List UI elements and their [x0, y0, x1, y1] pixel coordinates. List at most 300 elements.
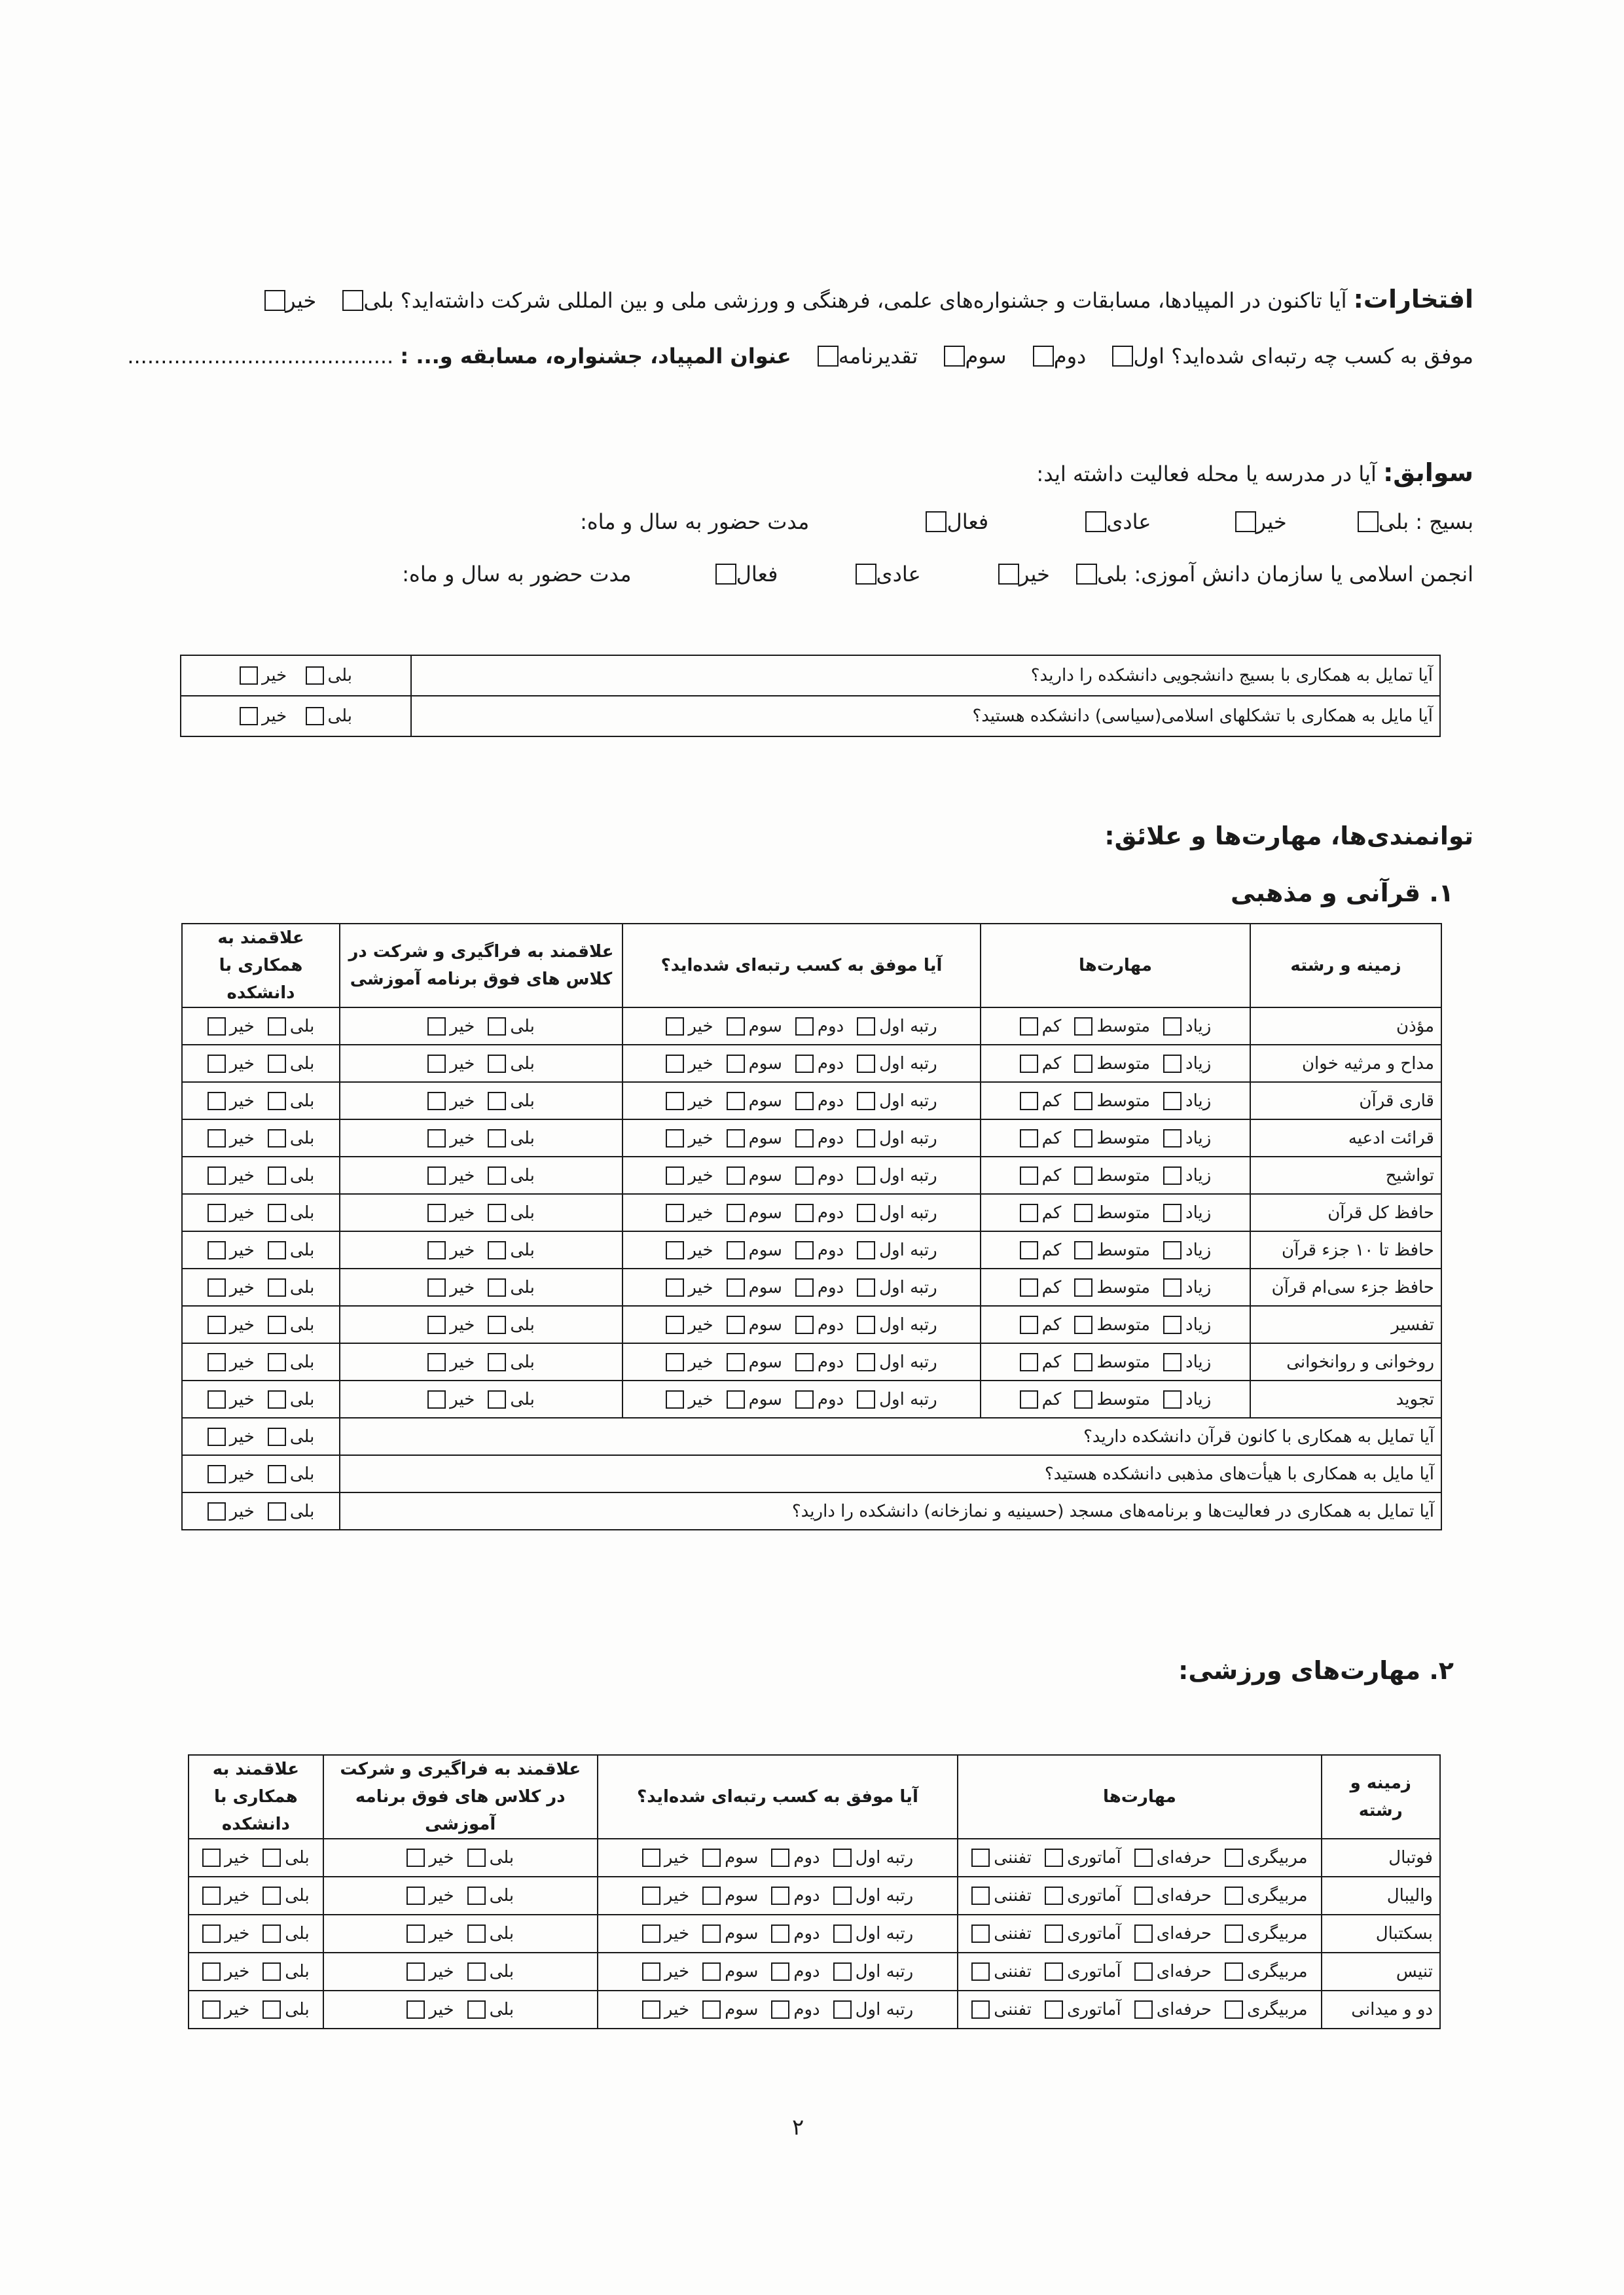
yes-checkbox[interactable] — [268, 1465, 286, 1483]
class-interest-options — [340, 1269, 623, 1306]
rank-2-checkbox[interactable] — [702, 1887, 721, 1905]
yes-checkbox[interactable] — [306, 707, 324, 725]
level-3-checkbox[interactable] — [971, 1925, 990, 1943]
rank-2-checkbox[interactable] — [702, 1849, 721, 1867]
level-1-checkbox[interactable] — [1074, 1166, 1092, 1185]
rank-0-checkbox[interactable] — [857, 1390, 875, 1409]
level-1-checkbox[interactable] — [1074, 1129, 1092, 1148]
honors-no-checkbox[interactable] — [264, 290, 285, 311]
no-checkbox[interactable] — [208, 1055, 226, 1073]
rank-1-checkbox[interactable] — [795, 1017, 814, 1036]
yes-checkbox[interactable] — [488, 1241, 506, 1259]
yes-checkbox[interactable] — [467, 1887, 486, 1905]
yes-checkbox[interactable] — [488, 1278, 506, 1297]
rank-1-checkbox[interactable] — [795, 1390, 814, 1409]
table-row — [189, 1877, 1440, 1915]
rank-2-label: سوم — [748, 1053, 782, 1074]
rank-1-label: دوم — [817, 1165, 844, 1185]
yes-checkbox[interactable] — [488, 1166, 506, 1185]
no-checkbox[interactable] — [208, 1166, 226, 1185]
no-label: خیر — [450, 1314, 475, 1335]
rank-2-checkbox[interactable] — [727, 1278, 745, 1297]
level-2-checkbox[interactable] — [1045, 1962, 1063, 1981]
level-1-checkbox[interactable] — [1134, 1887, 1153, 1905]
level-0-checkbox[interactable] — [1225, 1925, 1243, 1943]
rank-3-checkbox[interactable] — [666, 1241, 684, 1259]
anjoman-label: انجمن اسلامی یا سازمان دانش آموزی: — [1134, 562, 1473, 587]
table-row — [182, 1007, 1441, 1045]
level-2-label: کم — [1041, 1352, 1062, 1372]
yes-checkbox[interactable] — [488, 1055, 506, 1073]
yes-checkbox[interactable] — [467, 1849, 486, 1867]
rank-3-checkbox[interactable] — [666, 1017, 684, 1036]
rank-0-checkbox[interactable] — [857, 1353, 875, 1371]
no-checkbox[interactable] — [427, 1241, 446, 1259]
yes-checkbox[interactable] — [488, 1390, 506, 1409]
no-checkbox[interactable] — [202, 2000, 221, 2019]
rank-0-label: رتبه اول — [879, 1352, 937, 1372]
rank-0-checkbox[interactable] — [833, 1887, 852, 1905]
field-name: تواشیح — [1250, 1157, 1441, 1194]
rank-3-checkbox[interactable] — [642, 1887, 660, 1905]
level-1-checkbox[interactable] — [1074, 1390, 1092, 1409]
yes-checkbox[interactable] — [262, 1887, 281, 1905]
rank-2-checkbox[interactable] — [727, 1204, 745, 1222]
level-3-label: تفننی — [994, 1848, 1032, 1868]
rank-3-checkbox[interactable] — [642, 2000, 660, 2019]
no-checkbox[interactable] — [208, 1390, 226, 1409]
level-3-label: تفننی — [994, 2000, 1032, 2019]
no-checkbox[interactable] — [406, 1962, 425, 1981]
table-row — [182, 1194, 1441, 1231]
level-0-checkbox[interactable] — [1163, 1353, 1182, 1371]
level-1-checkbox[interactable] — [1074, 1017, 1092, 1036]
level-1-checkbox[interactable] — [1074, 1241, 1092, 1259]
no-checkbox[interactable] — [208, 1353, 226, 1371]
extra-question: آیا مایل به همکاری با هیأت‌های مذهبی دانشکده هستید؟ — [340, 1455, 1441, 1492]
rank-0-label: رتبه اول — [879, 1314, 937, 1335]
level-3-checkbox[interactable] — [971, 1849, 990, 1867]
no-checkbox[interactable] — [208, 1465, 226, 1483]
level-2-label: کم — [1041, 1240, 1062, 1260]
no-checkbox[interactable] — [208, 1316, 226, 1334]
yes-checkbox[interactable] — [268, 1204, 286, 1222]
rank-0-checkbox[interactable] — [857, 1241, 875, 1259]
level-2-checkbox[interactable] — [1045, 1925, 1063, 1943]
yes-checkbox[interactable] — [268, 1390, 286, 1409]
no-label: خیر — [225, 2000, 250, 2019]
no-checkbox[interactable] — [208, 1241, 226, 1259]
rank-1-checkbox[interactable] — [795, 1092, 814, 1110]
class-interest-options — [323, 1877, 598, 1915]
rank-0-label: رتبه اول — [879, 1389, 937, 1409]
rank-2-checkbox[interactable] — [702, 1925, 721, 1943]
no-label: خیر — [429, 1962, 454, 1981]
anjoman-no-checkbox[interactable] — [998, 564, 1019, 585]
no-checkbox[interactable] — [406, 1849, 425, 1867]
level-3-checkbox[interactable] — [971, 2000, 990, 2019]
header-field: زمینه و رشته — [1322, 1755, 1440, 1839]
level-2-checkbox[interactable] — [1020, 1241, 1038, 1259]
rank-3-checkbox[interactable] — [666, 1092, 684, 1110]
level-2-label: کم — [1041, 1165, 1062, 1185]
no-checkbox[interactable] — [427, 1204, 446, 1222]
level-2-checkbox[interactable] — [1020, 1017, 1038, 1036]
sports-header-row — [189, 1755, 1440, 1839]
skill-level-options — [981, 1306, 1250, 1343]
level-1-label: متوسط — [1096, 1016, 1151, 1036]
rank-3-checkbox[interactable] — [666, 1166, 684, 1185]
yes-checkbox[interactable] — [262, 1925, 281, 1943]
yes-checkbox[interactable] — [268, 1055, 286, 1073]
basij-normal-checkbox[interactable] — [1085, 511, 1106, 532]
yes-checkbox[interactable] — [268, 1241, 286, 1259]
yes-checkbox[interactable] — [268, 1017, 286, 1036]
level-3-label: تفننی — [994, 1924, 1032, 1943]
level-2-checkbox[interactable] — [1020, 1166, 1038, 1185]
no-checkbox[interactable] — [202, 1925, 221, 1943]
rank-1-checkbox[interactable] — [795, 1353, 814, 1371]
rank-1-checkbox[interactable] — [795, 1055, 814, 1073]
rank-0-checkbox[interactable] — [857, 1017, 875, 1036]
no-checkbox[interactable] — [427, 1092, 446, 1110]
honors-line-2 — [127, 344, 1473, 369]
level-0-checkbox[interactable] — [1225, 2000, 1243, 2019]
yes-checkbox[interactable] — [488, 1092, 506, 1110]
yes-label: بلی — [510, 1314, 535, 1335]
yes-label: بلی — [510, 1091, 535, 1111]
yes-checkbox[interactable] — [262, 2000, 281, 2019]
class-interest-options — [340, 1007, 623, 1045]
no-checkbox[interactable] — [427, 1017, 446, 1036]
level-1-checkbox[interactable] — [1074, 1055, 1092, 1073]
level-0-checkbox[interactable] — [1163, 1166, 1182, 1185]
no-checkbox[interactable] — [202, 1849, 221, 1867]
rank-3-checkbox[interactable] — [666, 1204, 684, 1222]
level-0-checkbox[interactable] — [1163, 1055, 1182, 1073]
honors-yes-checkbox[interactable] — [342, 290, 363, 311]
rank-options — [623, 1343, 981, 1381]
class-interest-options — [323, 1915, 598, 1953]
rank-1-label: دوم — [817, 1389, 844, 1409]
yes-checkbox[interactable] — [262, 1849, 281, 1867]
no-checkbox[interactable] — [427, 1166, 446, 1185]
no-checkbox[interactable] — [202, 1962, 221, 1981]
no-checkbox[interactable] — [427, 1055, 446, 1073]
coop-table — [180, 655, 1441, 737]
level-2-checkbox[interactable] — [1020, 1390, 1038, 1409]
rank-1-checkbox[interactable] — [795, 1129, 814, 1148]
level-0-label: زیاد — [1185, 1202, 1212, 1223]
yes-checkbox[interactable] — [488, 1204, 506, 1222]
yes-checkbox[interactable] — [268, 1166, 286, 1185]
rank-2-checkbox[interactable] — [727, 1390, 745, 1409]
level-2-checkbox[interactable] — [1020, 1278, 1038, 1297]
level-0-checkbox[interactable] — [1163, 1204, 1182, 1222]
rank-2-label: سوم — [748, 1202, 782, 1223]
rank-3-checkbox[interactable] — [666, 1316, 684, 1334]
basij-yes-label: بلی — [1378, 509, 1409, 534]
rank-1-checkbox[interactable] — [795, 1278, 814, 1297]
rank-2-label: سوم — [725, 2000, 759, 2019]
anjoman-yes-checkbox[interactable] — [1076, 564, 1097, 585]
yes-checkbox[interactable] — [268, 1092, 286, 1110]
yes-checkbox[interactable] — [467, 2000, 486, 2019]
level-0-checkbox[interactable] — [1163, 1092, 1182, 1110]
no-checkbox[interactable] — [427, 1316, 446, 1334]
anjoman-yes-label: بلی — [1097, 562, 1128, 587]
coop-interest-options — [189, 1991, 323, 2029]
rank-1-checkbox[interactable] — [771, 1887, 789, 1905]
yes-checkbox[interactable] — [268, 1428, 286, 1446]
no-checkbox[interactable] — [240, 707, 258, 725]
rank-0-checkbox[interactable] — [857, 1129, 875, 1148]
level-0-checkbox[interactable] — [1163, 1278, 1182, 1297]
rank-2-checkbox[interactable] — [727, 1092, 745, 1110]
skill-level-options — [958, 1953, 1321, 1991]
rank-2-checkbox[interactable] — [727, 1241, 745, 1259]
table-row — [181, 655, 1440, 696]
basij-yes-checkbox[interactable] — [1358, 511, 1379, 532]
level-2-checkbox[interactable] — [1045, 2000, 1063, 2019]
no-checkbox[interactable] — [208, 1502, 226, 1521]
level-1-checkbox[interactable] — [1134, 2000, 1153, 2019]
rank-0-label: رتبه اول — [855, 1886, 914, 1906]
no-label: خیر — [450, 1240, 475, 1260]
yes-checkbox[interactable] — [488, 1129, 506, 1148]
rank-third-checkbox[interactable] — [944, 346, 965, 367]
rank-first-checkbox[interactable] — [1112, 346, 1133, 367]
level-3-checkbox[interactable] — [971, 1887, 990, 1905]
honors-rank-question: موفق به کسب چه رتبه‌ای شده‌اید؟ — [1171, 344, 1473, 369]
rank-options — [623, 1007, 981, 1045]
level-1-checkbox[interactable] — [1074, 1353, 1092, 1371]
no-label: خیر — [450, 1091, 475, 1111]
rank-1-label: دوم — [793, 1886, 820, 1906]
yes-checkbox[interactable] — [488, 1017, 506, 1036]
level-2-checkbox[interactable] — [1045, 1887, 1063, 1905]
no-label: خیر — [229, 1314, 255, 1335]
table-row — [189, 1839, 1440, 1877]
level-2-checkbox[interactable] — [1020, 1316, 1038, 1334]
yes-label: بلی — [285, 1924, 310, 1943]
level-1-label: متوسط — [1096, 1352, 1151, 1372]
coop-interest-options — [182, 1194, 340, 1231]
no-label: خیر — [450, 1389, 475, 1409]
coop-interest-options — [182, 1157, 340, 1194]
rank-0-checkbox[interactable] — [857, 1166, 875, 1185]
level-0-label: مربیگری — [1247, 2000, 1308, 2019]
no-checkbox[interactable] — [406, 1887, 425, 1905]
header-class-interest: علاقمند به فراگیری و شرکت در کلاس های فوق برنامه آموزشی — [323, 1755, 598, 1839]
no-checkbox[interactable] — [208, 1017, 226, 1036]
level-0-checkbox[interactable] — [1163, 1390, 1182, 1409]
no-checkbox[interactable] — [427, 1278, 446, 1297]
rank-3-checkbox[interactable] — [666, 1353, 684, 1371]
yes-checkbox[interactable] — [268, 1353, 286, 1371]
no-checkbox[interactable] — [208, 1278, 226, 1297]
no-label: خیر — [229, 1501, 255, 1521]
yes-label: بلی — [289, 1277, 315, 1297]
level-2-checkbox[interactable] — [1020, 1204, 1038, 1222]
no-label: خیر — [229, 1426, 255, 1447]
background-question: آیا در مدرسه یا محله فعالیت داشته اید: — [1036, 461, 1377, 486]
rank-2-label: سوم — [748, 1314, 782, 1335]
rank-3-label: خیر — [688, 1240, 713, 1260]
level-2-checkbox[interactable] — [1020, 1092, 1038, 1110]
level-1-label: متوسط — [1096, 1389, 1151, 1409]
yes-checkbox[interactable] — [268, 1278, 286, 1297]
table-row — [189, 1953, 1440, 1991]
rank-1-checkbox[interactable] — [795, 1241, 814, 1259]
rank-3-checkbox[interactable] — [666, 1055, 684, 1073]
rank-0-label: رتبه اول — [879, 1053, 937, 1074]
level-0-checkbox[interactable] — [1225, 1962, 1243, 1981]
yes-checkbox[interactable] — [488, 1353, 506, 1371]
yes-checkbox[interactable] — [262, 1962, 281, 1981]
no-checkbox[interactable] — [240, 666, 258, 685]
level-1-checkbox[interactable] — [1074, 1316, 1092, 1334]
anjoman-active-checkbox[interactable] — [715, 564, 736, 585]
rank-2-checkbox[interactable] — [702, 2000, 721, 2019]
level-1-checkbox[interactable] — [1134, 1849, 1153, 1867]
rank-3-label: خیر — [688, 1202, 713, 1223]
table-row — [182, 1045, 1441, 1082]
level-0-checkbox[interactable] — [1163, 1241, 1182, 1259]
level-0-checkbox[interactable] — [1163, 1017, 1182, 1036]
no-checkbox[interactable] — [208, 1129, 226, 1148]
coop-question-2: آیا مایل به همکاری با تشکلهای اسلامی(سیاسی) دانشکده هستید؟ — [411, 696, 1440, 736]
yes-label: بلی — [289, 1165, 315, 1185]
level-2-checkbox[interactable] — [1045, 1849, 1063, 1867]
level-2-label: کم — [1041, 1016, 1062, 1036]
rank-1-label: دوم — [793, 1962, 820, 1981]
rank-3-checkbox[interactable] — [642, 1962, 660, 1981]
skill-level-options — [981, 1381, 1250, 1418]
level-2-checkbox[interactable] — [1020, 1129, 1038, 1148]
rank-1-checkbox[interactable] — [795, 1204, 814, 1222]
rank-3-checkbox[interactable] — [666, 1278, 684, 1297]
rank-2-checkbox[interactable] — [727, 1316, 745, 1334]
level-0-checkbox[interactable] — [1163, 1316, 1182, 1334]
field-name: مداح و مرثیه خوان — [1250, 1045, 1441, 1082]
rank-3-checkbox[interactable] — [666, 1390, 684, 1409]
rank-2-checkbox[interactable] — [727, 1055, 745, 1073]
yes-checkbox[interactable] — [467, 1925, 486, 1943]
rank-2-checkbox[interactable] — [727, 1017, 745, 1036]
rank-second-checkbox[interactable] — [1033, 346, 1054, 367]
rank-0-checkbox[interactable] — [857, 1204, 875, 1222]
rank-3-checkbox[interactable] — [642, 1849, 660, 1867]
table-row — [182, 1381, 1441, 1418]
rank-1-checkbox[interactable] — [771, 1962, 789, 1981]
rank-2-checkbox[interactable] — [702, 1962, 721, 1981]
basij-no-label: خیر — [1255, 509, 1287, 534]
yes-label: بلی — [510, 1202, 535, 1223]
no-label: خیر — [429, 1886, 454, 1906]
field-name: حافظ جزء سی‌ام قرآن — [1250, 1269, 1441, 1306]
no-checkbox[interactable] — [208, 1428, 226, 1446]
no-checkbox[interactable] — [208, 1092, 226, 1110]
no-label: خیر — [229, 1165, 255, 1185]
rank-0-checkbox[interactable] — [857, 1092, 875, 1110]
yes-checkbox[interactable] — [306, 666, 324, 685]
rank-1-checkbox[interactable] — [771, 1849, 789, 1867]
table-row — [182, 1269, 1441, 1306]
rank-0-checkbox[interactable] — [833, 2000, 852, 2019]
skill-level-options — [958, 1877, 1321, 1915]
yes-checkbox[interactable] — [268, 1316, 286, 1334]
honors-title-field[interactable]: ........................................ — [127, 344, 394, 369]
rank-0-checkbox[interactable] — [833, 1849, 852, 1867]
level-1-checkbox[interactable] — [1134, 1962, 1153, 1981]
anjoman-normal-checkbox[interactable] — [856, 564, 876, 585]
level-1-checkbox[interactable] — [1134, 1925, 1153, 1943]
level-3-checkbox[interactable] — [971, 1962, 990, 1981]
quran-heading: ۱. قرآنی و مذهبی — [1231, 878, 1454, 907]
rank-1-checkbox[interactable] — [795, 1166, 814, 1185]
header-field: زمینه و رشته — [1250, 924, 1441, 1007]
honors-line-1 — [151, 285, 1473, 314]
no-checkbox[interactable] — [427, 1390, 446, 1409]
no-checkbox[interactable] — [427, 1129, 446, 1148]
level-0-checkbox[interactable] — [1225, 1849, 1243, 1867]
yes-checkbox[interactable] — [268, 1502, 286, 1521]
level-1-checkbox[interactable] — [1074, 1092, 1092, 1110]
level-0-checkbox[interactable] — [1225, 1887, 1243, 1905]
rank-0-checkbox[interactable] — [833, 1962, 852, 1981]
level-0-label: مربیگری — [1247, 1886, 1308, 1906]
no-checkbox[interactable] — [406, 1925, 425, 1943]
rank-2-checkbox[interactable] — [727, 1353, 745, 1371]
rank-3-checkbox[interactable] — [642, 1925, 660, 1943]
level-2-checkbox[interactable] — [1020, 1353, 1038, 1371]
rank-0-checkbox[interactable] — [857, 1278, 875, 1297]
rank-commendation-checkbox[interactable] — [818, 346, 839, 367]
rank-0-checkbox[interactable] — [857, 1316, 875, 1334]
rank-2-checkbox[interactable] — [727, 1166, 745, 1185]
yes-checkbox[interactable] — [467, 1962, 486, 1981]
rank-2-checkbox[interactable] — [727, 1129, 745, 1148]
rank-options — [623, 1157, 981, 1194]
class-interest-options — [340, 1381, 623, 1418]
rank-3-checkbox[interactable] — [666, 1129, 684, 1148]
level-1-checkbox[interactable] — [1074, 1278, 1092, 1297]
no-checkbox[interactable] — [406, 2000, 425, 2019]
no-label: خیر — [229, 1016, 255, 1036]
rank-1-checkbox[interactable] — [771, 1925, 789, 1943]
no-checkbox[interactable] — [427, 1353, 446, 1371]
level-1-checkbox[interactable] — [1074, 1204, 1092, 1222]
class-interest-options — [340, 1045, 623, 1082]
yes-label: بلی — [510, 1240, 535, 1260]
yes-checkbox[interactable] — [488, 1316, 506, 1334]
rank-1-checkbox[interactable] — [795, 1316, 814, 1334]
rank-0-checkbox[interactable] — [833, 1925, 852, 1943]
rank-3-label: خیر — [688, 1128, 713, 1148]
no-checkbox[interactable] — [208, 1204, 226, 1222]
basij-active-checkbox[interactable] — [926, 511, 947, 532]
level-0-checkbox[interactable] — [1163, 1129, 1182, 1148]
skill-level-options — [981, 1007, 1250, 1045]
basij-no-checkbox[interactable] — [1235, 511, 1256, 532]
level-2-label: آماتوری — [1067, 1924, 1121, 1943]
level-2-checkbox[interactable] — [1020, 1055, 1038, 1073]
rank-0-checkbox[interactable] — [857, 1055, 875, 1073]
no-checkbox[interactable] — [202, 1887, 221, 1905]
yes-checkbox[interactable] — [268, 1129, 286, 1148]
rank-1-checkbox[interactable] — [771, 2000, 789, 2019]
